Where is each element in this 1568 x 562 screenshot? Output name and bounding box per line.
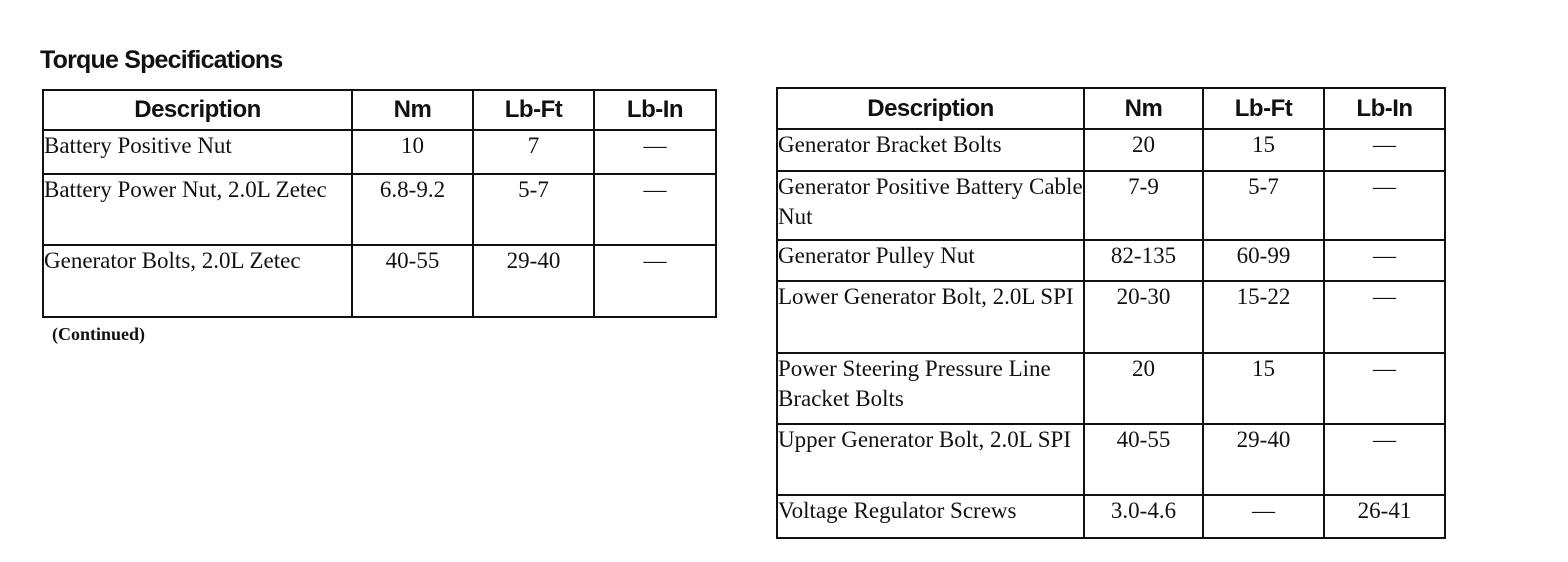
row-lb-in: —	[1324, 129, 1445, 171]
row-lb-ft: 29-40	[1203, 424, 1324, 495]
table-row	[777, 171, 1445, 240]
row-lb-in: —	[594, 174, 716, 245]
row-lb-ft: 5-7	[473, 174, 594, 245]
header-description: Description	[777, 88, 1084, 129]
torque-table-left	[42, 89, 717, 318]
row-description: Battery Positive Nut	[43, 130, 352, 174]
header-description: Description	[43, 90, 352, 130]
row-description: Voltage Regulator Screws	[777, 495, 1084, 538]
row-description: Upper Generator Bolt, 2.0L SPI	[777, 424, 1084, 495]
row-description: Power Steering Pressure Line Bracket Bolts	[777, 353, 1084, 424]
row-lb-in: —	[1324, 353, 1445, 424]
row-lb-in: —	[1324, 281, 1445, 353]
row-lb-ft: 15	[1203, 353, 1324, 424]
row-lb-ft: 29-40	[473, 245, 594, 317]
row-nm: 3.0-4.6	[1084, 495, 1203, 538]
page-title: Torque Specifications	[40, 46, 283, 74]
row-nm: 40-55	[1084, 424, 1203, 495]
row-lb-in: —	[1324, 171, 1445, 240]
row-description: Battery Power Nut, 2.0L Zetec	[43, 174, 352, 245]
header-lb-in: Lb-In	[1324, 88, 1445, 129]
row-nm: 7-9	[1084, 171, 1203, 240]
row-description: Generator Bolts, 2.0L Zetec	[43, 245, 352, 317]
table-row	[777, 424, 1445, 495]
row-nm: 20	[1084, 129, 1203, 171]
table-row	[777, 240, 1445, 281]
row-nm: 20	[1084, 353, 1203, 424]
row-lb-ft: —	[1203, 495, 1324, 538]
row-lb-in: —	[1324, 240, 1445, 281]
header-lb-in: Lb-In	[594, 90, 716, 130]
row-lb-in: —	[1324, 424, 1445, 495]
table-row	[43, 174, 716, 245]
row-nm: 40-55	[352, 245, 473, 317]
row-lb-ft: 7	[473, 130, 594, 174]
row-description: Generator Pulley Nut	[777, 240, 1084, 281]
header-nm: Nm	[1084, 88, 1203, 129]
row-description: Generator Bracket Bolts	[777, 129, 1084, 171]
row-description: Generator Positive Battery Cable Nut	[777, 171, 1084, 240]
table-row	[777, 129, 1445, 171]
row-nm: 6.8-9.2	[352, 174, 473, 245]
row-lb-ft: 5-7	[1203, 171, 1324, 240]
header-nm: Nm	[352, 90, 473, 130]
row-nm: 10	[352, 130, 473, 174]
table-row	[777, 281, 1445, 353]
row-lb-in: 26-41	[1324, 495, 1445, 538]
torque-table-right	[776, 87, 1446, 539]
header-lb-ft: Lb-Ft	[473, 90, 594, 130]
header-row	[777, 88, 1445, 129]
row-nm: 82-135	[1084, 240, 1203, 281]
row-lb-in: —	[594, 130, 716, 174]
row-description: Lower Generator Bolt, 2.0L SPI	[777, 281, 1084, 353]
header-row	[43, 90, 716, 130]
row-lb-ft: 60-99	[1203, 240, 1324, 281]
header-lb-ft: Lb-Ft	[1203, 88, 1324, 129]
table-row	[777, 353, 1445, 424]
table-row	[777, 495, 1445, 538]
row-lb-in: —	[594, 245, 716, 317]
table-row	[43, 245, 716, 317]
row-lb-ft: 15	[1203, 129, 1324, 171]
continued-note: (Continued)	[52, 324, 146, 344]
row-nm: 20-30	[1084, 281, 1203, 353]
row-lb-ft: 15-22	[1203, 281, 1324, 353]
table-row	[43, 130, 716, 174]
